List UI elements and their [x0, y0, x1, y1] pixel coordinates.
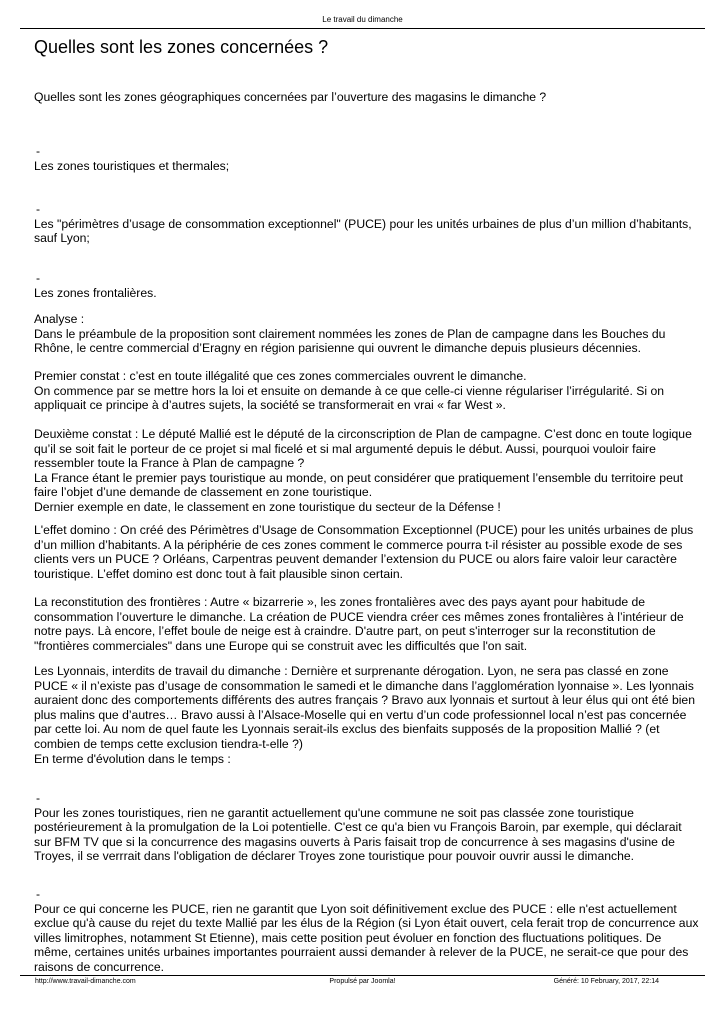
paragraph: En terme d'évolution dans le temps : — [34, 751, 231, 766]
list-dash: - — [36, 791, 41, 805]
list-item-text: Pour les zones touristiques, rien ne garantit actuellement qu'une commune ne soit pas classée zone touristique postérieurement à la promulgation de la Loi potentielle. C'est ce qu'a bien vu François Baroin, par exemple, qui déclarait sur BFM TV que si la concurrence des magasins ouverts à Paris faisait trop de concurrence à ses magasins d'usine de Troyes, il se verrrait dans l'obligation de déclarer Troyes zone touristique pour pouvoir ouvrir aussi le dimanche. — [34, 805, 682, 864]
frontieres-paragraph — [34, 595, 699, 653]
paragraph: La France étant le premier pays touristique au monde, on peut considérer que pratiquement l’ensemble du territoire peut faire l’objet d’une demande de classement en zone touristique. — [34, 470, 684, 500]
intro-text: Quelles sont les zones géographiques concernées par l’ouverture des magasins le dimanche ? — [34, 90, 547, 104]
list-dash: - — [36, 271, 41, 285]
page-header: Le travail du dimanche — [322, 15, 403, 24]
list-dash: - — [36, 202, 41, 216]
header-divider — [20, 28, 705, 29]
analysis-label: Analyse : — [34, 312, 85, 326]
list-item-text: Les zones frontalières. — [34, 285, 157, 300]
list-item-text: Les "périmètres d’usage de consommation exceptionnel" (PUCE) pour les unités urbaines de plus d’un million d’habitants, sauf Lyon; — [34, 216, 692, 246]
footer-credit: Propulsé par Joomla! — [329, 978, 396, 985]
footer-generated-date: Généré: 10 February, 2017, 22:14 — [553, 978, 659, 985]
paragraph: Les Lyonnais, interdits de travail du dimanche : Dernière et surprenante dérogation. Lyon, ne sera pas classé en zone PUCE « il n’existe pas d’usage de consommation le samedi et le dimanche dans l’agglomération lyonnaise ». Les lyonnais auraient donc des comportements différents des autres français ? Bravo aux lyonnais et surtout à leur élus qui ont été bien plus malins que d’autres… Bravo aussi à l’Alsace-Moselle qui en vertu d’un code professionnel local n’est pas concernée par cette loi. Au nom de quel faute les Lyonnais serait-ils exclus des bienfaits supposés de la proposition Mallié ? (et combien de temps cette exclusion tiendra-t-elle ?) — [34, 664, 695, 751]
list-dash: - — [36, 144, 41, 158]
analysis-paragraph: Dans le préambule de la proposition sont clairement nommées les zones de Plan de campagne dans les Bouches du Rhône, le centre commercial d’Eragny en région parisienne qui ouvrent le dimanche depuis plusieurs décennies. — [34, 326, 666, 356]
analysis-section — [34, 312, 699, 356]
deuxieme-constat — [34, 427, 699, 515]
list-item — [34, 887, 699, 975]
footer-url: http://www.travail-dimanche.com — [35, 978, 136, 985]
premier-constat — [34, 369, 699, 413]
paragraph: On commence par se mettre hors la loi et ensuite on demande à ce que celle-ci vienne régulariser l’irrégularité. Si on appliquait ce principe à d’autres sujets, la société se transformerait en vrai « far West ». — [34, 383, 665, 413]
list-item-text: Les zones touristiques et thermales; — [34, 158, 230, 173]
article-title: Quelles sont les zones concernées ? — [34, 37, 329, 57]
list-item-text: Pour ce qui concerne les PUCE, rien ne garantit que Lyon soit définitivement exclue des PUCE : elle n'est actuellement exclue qu'à cause du rejet du texte Mallié par les élus de la Région (si Lyon était ouvert, cela ferait trop de concurrence aux villes limitrophes, notamment St Etienne), mais cette position peut évoluer en fonction des fluctuations politiques. De même, certaines unités urbaines importantes pourraient aussi demander à relever de la PUCE, ne serait-ce que pour des raisons de concurrence. — [34, 901, 699, 974]
intro-paragraph — [34, 90, 699, 105]
effet-domino-paragraph — [34, 523, 699, 581]
paragraph: L'effet domino : On créé des Périmètres d’Usage de Consommation Exceptionnel (PUCE) pour les unités urbaines de plus d’un million d’habitants. A la périphérie de ces zones comment le commerce pourra t-il résister au possible exode de ses clients vers un PUCE ? Orléans, Carpentras peuvent demander l’extension du PUCE ou alors faire valoir leur caractère touristique. L’effet domino est donc tout à fait plausible sinon certain. — [34, 523, 694, 581]
list-item — [34, 202, 699, 246]
paragraph: Dernier exemple en date, le classement en zone touristique du secteur de la Défense ! — [34, 499, 501, 514]
paragraph: La reconstitution des frontières : Autre « bizarrerie », les zones frontalières avec des pays ayant pour habitude de consommation l’ouverture le dimanche. La création de PUCE viendra créer ces mêmes zones frontalières à l’intérieur de notre pays. Là encore, l’effet boule de neige est à craindre. D'autre part, on peut s'interroger sur la reconstitution de "frontières commerciales" dans une Europe qui se construit avec les difficultés que l'on sait. — [34, 595, 684, 653]
list-item — [34, 271, 699, 300]
paragraph: Deuxième constat : Le député Mallié est le député de la circonscription de Plan de campagne. C’est donc en toute logique qu’il se soit fait le porteur de ce projet si mal ficelé et si mal argumenté depuis le début. Aussi, pourquoi vouloir faire ressembler toute la France à Plan de campagne ? — [34, 427, 692, 471]
list-item — [34, 144, 699, 173]
lyonnais-paragraph — [34, 664, 699, 766]
footer-divider — [20, 975, 705, 976]
paragraph: Premier constat : c’est en toute illégalité que ces zones commerciales ouvrent le dimanche. — [34, 369, 527, 383]
list-item — [34, 791, 699, 864]
list-dash: - — [36, 887, 41, 901]
